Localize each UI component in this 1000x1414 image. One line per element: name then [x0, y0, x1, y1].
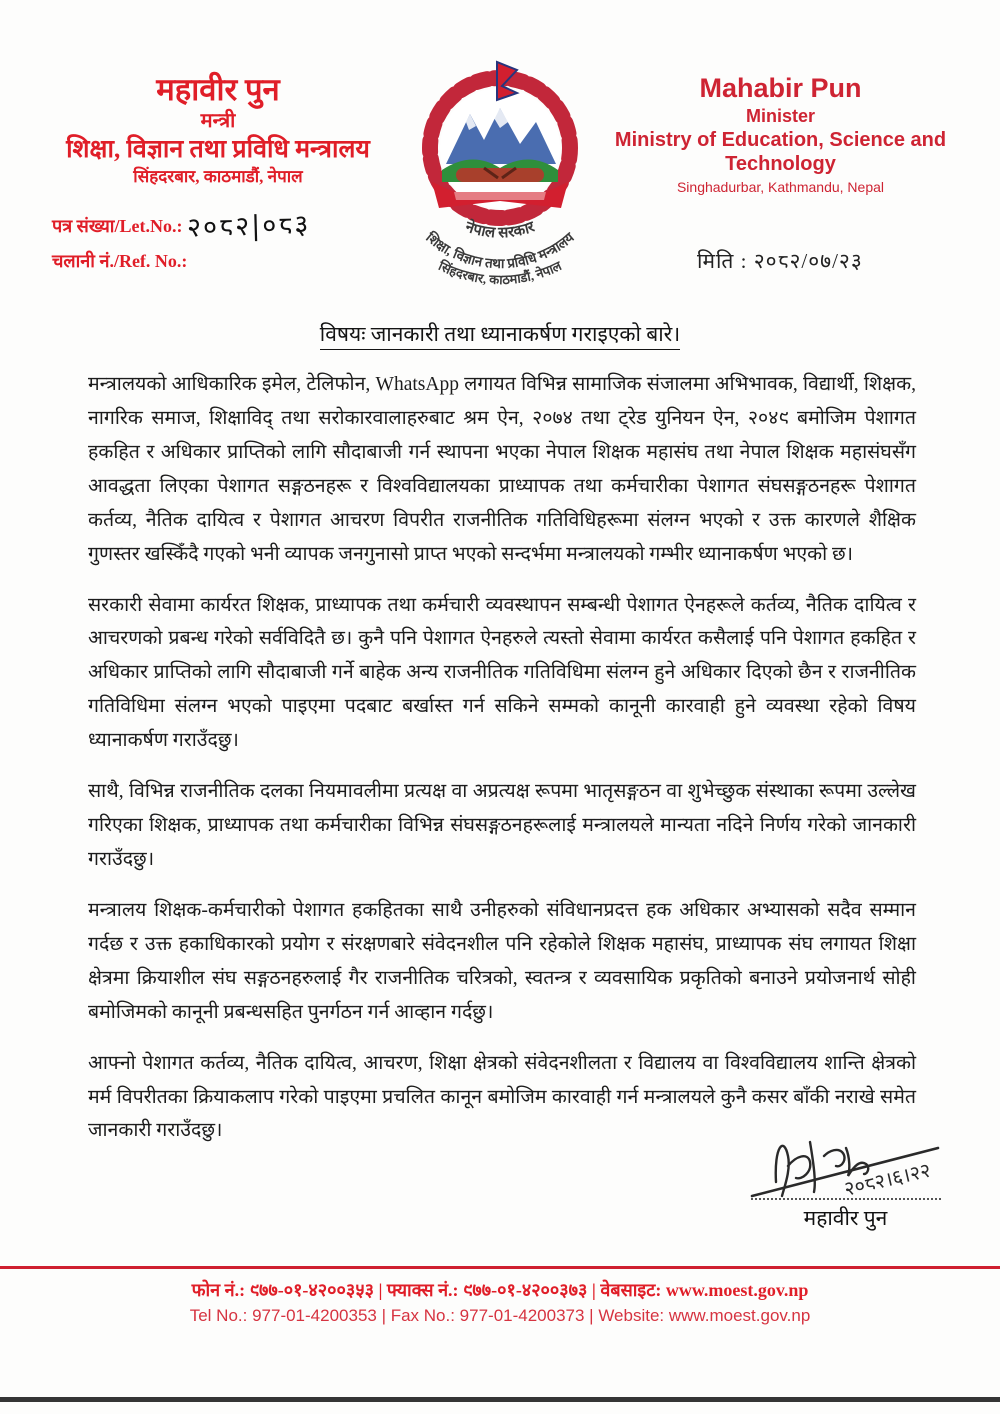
ministry-name-english-line1: Ministry of Education, Science and: [614, 128, 947, 151]
letterhead-nepali: [48, 72, 388, 190]
paragraph-3: साथै, विभिन्न राजनीतिक दलका नियमावलीमा प्रत्यक्ष वा अप्रत्यक्ष रूपमा भातृसङ्गठन वा शुभेच्छुक संस्थाका रूपमा उल्लेख गरिएका शिक्षक, प्राध्यापक तथा कर्मचारीका विभिन्न संघसङ्गठनहरूलाई मन्त्रालयले मान्यता नदिने निर्णय गरेको जानकारी गराउँदछु।: [88, 781, 916, 870]
emblem-text-ministry: शिक्षा, विज्ञान तथा प्रविधि मन्त्रालय: [423, 229, 577, 272]
letter-date: मिति : २०८२/०७/२३: [697, 249, 863, 273]
footer-divider: [0, 1266, 1000, 1269]
letter-no-handwritten-value: २०८२|०८३: [186, 209, 311, 244]
ref-no-row: [52, 248, 310, 276]
emblem-text-address: सिंहदरबार, काठमाडौं, नेपाल: [436, 258, 564, 288]
minister-name-nepali: महावीर पुन: [156, 72, 280, 107]
signature-handwritten-date: २०८२।६।२२: [841, 1157, 933, 1201]
ministry-address-english: Singhadurbar, Kathmandu, Nepal: [676, 178, 885, 195]
minister-title-english: Minister: [745, 105, 815, 126]
letter-body: [88, 368, 916, 1165]
reference-block: [52, 206, 310, 276]
ministry-name-english-line2: Technology: [725, 152, 836, 175]
ref-no-label: चलानी नं./Ref. No.:: [52, 250, 188, 271]
letterhead-english: [608, 74, 953, 200]
letter-no-label: पत्र संख्या/Let.No.:: [52, 216, 183, 236]
ministry-name-nepali: शिक्षा, विज्ञान तथा प्रविधि मन्त्रालय: [66, 135, 370, 163]
signatory-name: महावीर पुन: [803, 1206, 888, 1230]
subject-text: विषयः जानकारी तथा ध्यानाकर्षण गराइएको बारे।: [320, 322, 680, 350]
page-bottom-edge: [0, 1397, 1000, 1402]
paragraph-1: मन्त्रालयको आधिकारिक इमेल, टेलिफोन, WhatsApp लगायत विभिन्न सामाजिक संजालमा अभिभावक, विद्यार्थी, शिक्षक, नागरिक समाज, शिक्षाविद् तथा सरोकारवालाहरुबाट श्रम ऐन, २०७४ तथा ट्रेड युनियन ऐन, २०४९ बमोजिम पेशागत हकहित र अधिकार प्राप्तिको लागि सौदाबाजी गर्न स्थापना भएका नेपाल शिक्षक महासंघ तथा नेपाल शिक्षक महासंघसँग आवद्धता लिएका पेशागत सङ्गठनहरू र विश्वविद्यालयका प्राध्यापक तथा कर्मचारीका पेशागत संघसङ्गठनहरू पेशागत कर्तव्य, नैतिक दायित्व र पेशागत आचरण विपरीत राजनीतिक गतिविधिहरूमा संलग्न भएको र उक्त कारणले शैक्षिक गुणस्तर खस्किँदै गएको भनी व्यापक जनगुनासो प्राप्त भएको सन्दर्भमा मन्त्रालयको गम्भीर ध्यानाकर्षण भएको छ।: [88, 374, 916, 565]
footer-contact-nepali: फोन नं.: ९७७-०१-४२००३५३ | फ्याक्स नं.: ९७७-०१-४२००३७३ | वेबसाइट: www.moest.gov.np: [191, 1280, 809, 1300]
paragraph-5: आफ्नो पेशागत कर्तव्य, नैतिक दायित्व, आचरण, शिक्षा क्षेत्रको संवेदनशीलता र विद्यालय वा विश्वविद्यालय शान्ति क्षेत्रको मर्म विपरीतका क्रियाकलाप गरेको पाइएमा प्रचलित कानून बमोजिम कारवाही गर्न मन्त्रालयले कुनै कसर बाँकी नराखे समेत जानकारी गराउँदछु।: [88, 1052, 916, 1142]
ministry-address-nepali: सिंहदरबार, काठमाडौं, नेपाल: [133, 166, 303, 186]
paragraph-4: मन्त्रालय शिक्षक-कर्मचारीको पेशागत हकहितका साथै उनीहरुको संविधानप्रदत्त हक अधिकार अभ्यासको सदैव सम्मान गर्दछ र उक्त हकाधिकारको प्रयोग र संरक्षणबारे संवेदनशील पनि रहेकोले शिक्षक महासंघ, प्राध्यापक संघ लगायत शिक्षा क्षेत्रमा क्रियाशील संघ सङ्गठनहरुलाई गैर राजनीतिक चरित्रको, स्वतन्त्र र व्यवसायिक प्रकृतिको बनाउने प्रयोजनार्थ सोही बमोजिमको कानूनी प्रबन्धसहित पुनर्गठन गर्न आव्हान गर्दछु।: [88, 899, 916, 1023]
footer-contact-english: Tel No.: 977-01-4200353 | Fax No.: 977-01-4200373 | Website: www.moest.gov.np: [189, 1306, 811, 1325]
nepal-government-emblem: [396, 56, 604, 296]
subject-line: [0, 320, 1000, 348]
emblem-text-government: नेपाल सरकार: [463, 219, 537, 242]
emblem-icon: [396, 56, 604, 296]
handshake-icon: [456, 168, 544, 182]
handwritten-signature-icon: [738, 1122, 953, 1207]
letter-no-row: [52, 206, 310, 248]
signature-block: [738, 1122, 953, 1232]
paragraph-2: सरकारी सेवामा कार्यरत शिक्षक, प्राध्यापक तथा कर्मचारी व्यवस्थापन सम्बन्धी पेशागत ऐनहरूले कर्तव्य, नैतिक दायित्व र आचरणको प्रबन्ध गरेको सर्वविदितै छ। कुनै पनि पेशागत ऐनहरुले त्यस्तो सेवामा कार्यरत कसैलाई पनि पेशागत हकहित र अधिकार प्राप्तिको लागि सौदाबाजी गर्ने बाहेक अन्य राजनीतिक गतिविधिमा संलग्न हुने अधिकार दिएको छैन र राजनीतिक गतिविधिमा संलग्न भएको पाइएमा पदबाट बर्खास्त गर्न सकिने सम्मको कानूनी कारवाही हुने व्यवस्था रहेको विषय ध्यानाकर्षण गराउँदछु।: [88, 594, 916, 752]
minister-name-english: Mahabir Pun: [699, 73, 862, 103]
minister-title-nepali: मन्त्री: [200, 109, 236, 132]
